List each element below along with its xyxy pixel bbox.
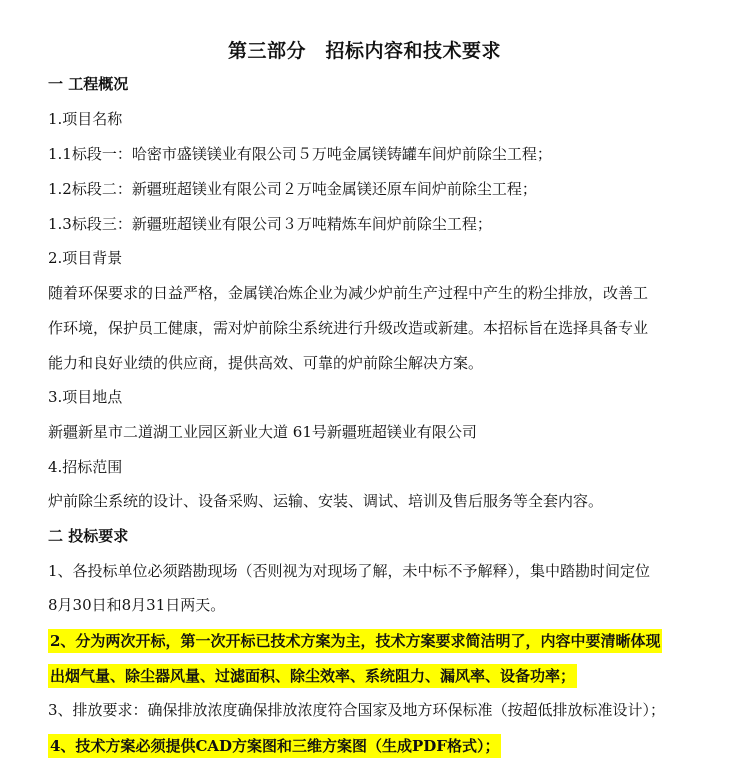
background-text-line-3: 能力和良好业绩的供应商，提供高效、可靠的炉前除尘解决方案。: [48, 354, 484, 372]
section-heading-overview: 一 工程概况: [48, 75, 129, 93]
background-text-line-2: 作环境，保护员工健康，需对炉前除尘系统进行升级改造或新建。本招标旨在选择具备专业: [48, 319, 649, 337]
highlighted-text: 4、技术方案必须提供CAD方案图和三维方案图（生成PDF格式）；: [48, 734, 501, 758]
background-text-line-1: 随着环保要求的日益严格，金属镁冶炼企业为减少炉前生产过程中产生的粉尘排放，改善工: [48, 284, 649, 302]
lot-item-2: 1.2标段二：新疆班超镁业有限公司２万吨金属镁还原车间炉前除尘工程；: [48, 180, 537, 198]
item-label-project-name: 1.项目名称: [48, 110, 123, 128]
lot-item-1: 1.1标段一：哈密市盛镁镁业有限公司５万吨金属镁铸罐车间炉前除尘工程；: [48, 145, 552, 163]
lot-item-3: 1.3标段三：新疆班超镁业有限公司３万吨精炼车间炉前除尘工程；: [48, 215, 492, 233]
item-label-scope: 4.招标范围: [48, 458, 123, 476]
item-label-background: 2.项目背景: [48, 249, 123, 267]
page-title: 第三部分 招标内容和技术要求: [227, 40, 501, 62]
requirement-2-line-1: [48, 629, 698, 653]
requirement-2-line-2: [48, 664, 698, 688]
location-text: 新疆新星市二道湖工业园区新业大道 61号新疆班超镁业有限公司: [48, 423, 477, 441]
highlighted-text: 2、分为两次开标，第一次开标已技术方案为主，技术方案要求简洁明了，内容中要清晰体现: [48, 629, 662, 653]
section-heading-requirements: 二 投标要求: [48, 527, 129, 545]
requirement-1-line-1: 1、各投标单位必须踏勘现场（否则视为对现场了解，未中标不予解释），集中踏勘时间定位: [48, 562, 651, 580]
requirement-1-line-2: 8月30日和8月31日两天。: [48, 596, 226, 614]
scope-text: 炉前除尘系统的设计、设备采购、运输、安装、调试、培训及售后服务等全套内容。: [48, 492, 604, 510]
requirement-3: 3、排放要求：确保排放浓度确保排放浓度符合国家及地方环保标准（按超低排放标准设计）；: [48, 701, 666, 719]
highlighted-text: 出烟气量、除尘器风量、过滤面积、除尘效率、系统阻力、漏风率、设备功率；: [48, 664, 577, 688]
item-label-location: 3.项目地点: [48, 388, 123, 406]
requirement-4: [48, 734, 698, 758]
